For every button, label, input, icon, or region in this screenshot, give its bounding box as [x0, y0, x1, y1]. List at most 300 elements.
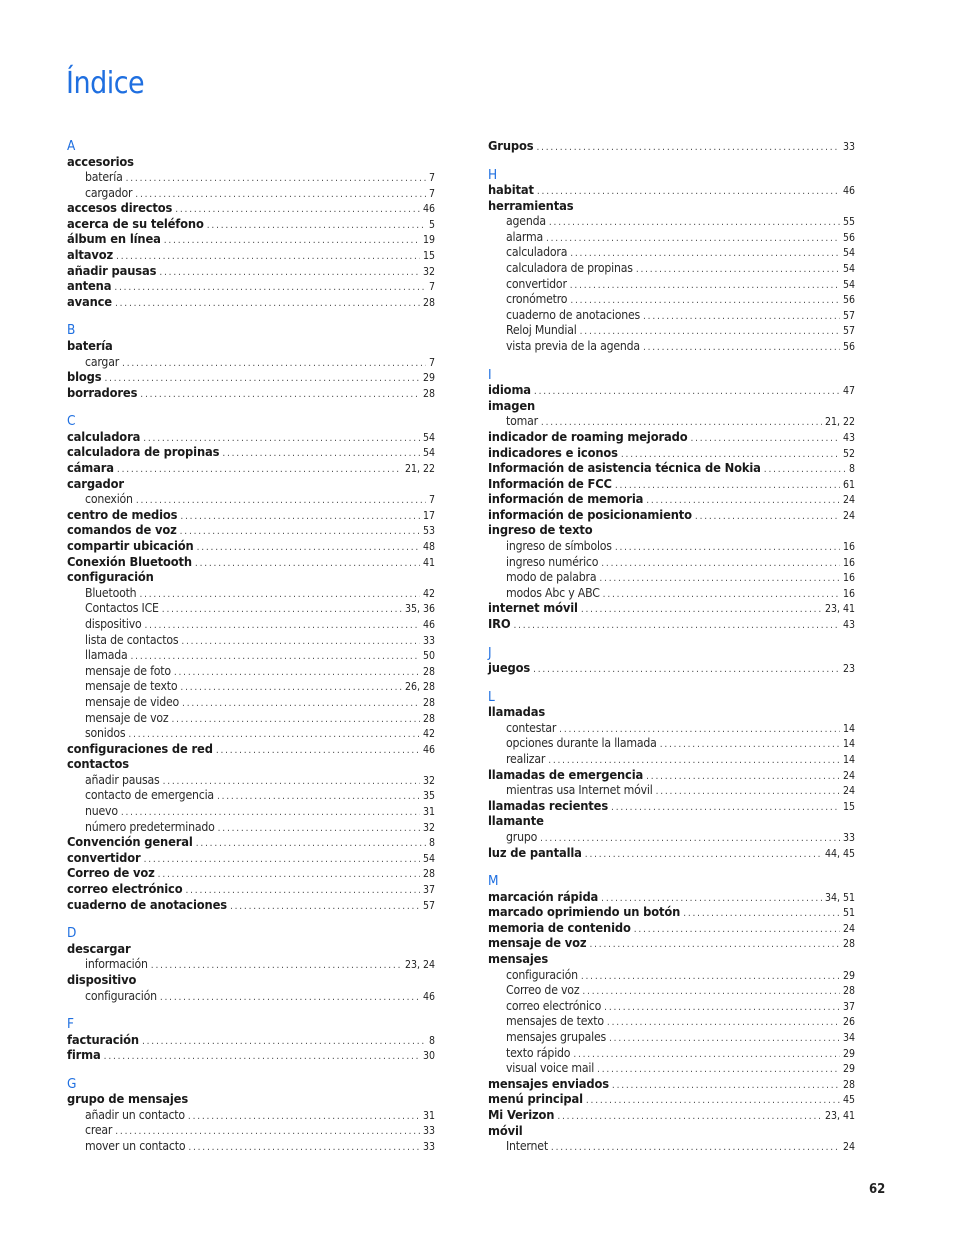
index-page-ref: 19 — [422, 234, 435, 247]
dot-leader — [128, 727, 420, 743]
index-subentry — [488, 1030, 855, 1046]
index-term: mensaje de foto — [85, 663, 171, 678]
dot-leader — [230, 899, 420, 915]
index-term: batería — [67, 338, 113, 354]
index-subentry — [67, 711, 435, 727]
index-entry — [488, 446, 855, 462]
index-term: firma — [67, 1048, 101, 1064]
dot-leader — [139, 587, 420, 603]
dot-leader — [636, 262, 840, 278]
dot-leader — [196, 836, 426, 852]
dot-leader — [160, 990, 420, 1006]
index-subentry — [488, 414, 855, 430]
index-page-ref: 46 — [422, 618, 435, 631]
page-title: Índice — [66, 66, 145, 101]
page-number: 62 — [869, 1182, 886, 1197]
index-page-ref: 30 — [422, 1050, 435, 1063]
index-page-ref: 8 — [428, 1034, 435, 1047]
index-term: mensajes grupales — [506, 1030, 607, 1044]
dot-leader — [222, 446, 420, 462]
index-subentry — [67, 170, 435, 186]
dot-leader — [534, 384, 840, 400]
index-term: mensajes — [488, 952, 549, 968]
dot-leader — [188, 1109, 420, 1125]
dot-leader — [607, 1015, 840, 1031]
index-page-ref: 29 — [842, 1063, 855, 1076]
index-page-ref: 26, 28 — [404, 681, 435, 694]
index-page-ref: 32 — [422, 774, 435, 787]
index-subentry — [67, 601, 435, 617]
index-term: mensaje de voz — [85, 710, 169, 725]
dot-leader — [621, 447, 840, 463]
dot-leader — [151, 958, 402, 974]
dot-leader — [615, 540, 840, 556]
dot-leader — [548, 753, 840, 769]
index-term: opciones durante la llamada — [506, 736, 657, 751]
index-page-ref: 16 — [842, 556, 855, 569]
index-term: número predeterminado — [85, 819, 215, 834]
index-term: mensajes enviados — [488, 1076, 609, 1092]
index-page-ref: 54 — [422, 431, 435, 444]
index-page-ref: 55 — [842, 216, 855, 229]
dot-leader — [180, 524, 420, 540]
index-page-ref: 15 — [422, 250, 435, 263]
dot-leader — [197, 540, 420, 556]
index-term: antena — [67, 279, 112, 295]
index-subentry — [488, 230, 855, 246]
dot-leader — [603, 587, 840, 603]
index-term: batería — [85, 170, 123, 185]
index-term: realizar — [506, 752, 546, 766]
index-entry — [488, 523, 855, 539]
index-subentry — [67, 186, 435, 202]
index-subentry — [488, 783, 855, 799]
index-letter-heading: A — [67, 138, 76, 154]
index-term: correo electrónico — [506, 998, 602, 1013]
index-column-left — [67, 139, 435, 1155]
dot-leader — [158, 867, 420, 883]
index-page-ref: 42 — [422, 587, 435, 600]
index-entry — [488, 183, 855, 199]
index-page-ref: 43 — [842, 431, 855, 444]
index-entry — [488, 705, 855, 721]
dot-leader — [559, 722, 840, 738]
index-term: menú principal — [488, 1092, 583, 1108]
index-page-ref: 23, 41 — [824, 1109, 855, 1122]
index-term: calculadora de propinas — [506, 261, 633, 276]
index-page-ref: 33 — [422, 1125, 435, 1138]
dot-leader — [570, 246, 840, 262]
index-entry — [67, 1033, 435, 1049]
index-term: Información de asistencia técnica de Nokia — [488, 461, 761, 477]
index-term: Conexión Bluetooth — [67, 554, 192, 570]
index-term: borradores — [67, 385, 138, 401]
index-entry — [67, 461, 435, 477]
index-term: llamante — [488, 814, 544, 830]
index-term: modos Abc y ABC — [506, 585, 600, 600]
dot-leader — [634, 922, 840, 938]
dot-leader — [585, 847, 822, 863]
dot-leader — [611, 800, 840, 816]
index-term: descargar — [67, 941, 131, 957]
index-page-ref: 28 — [422, 712, 435, 725]
index-term: cuaderno de anotaciones — [506, 307, 641, 322]
index-page-ref: 16 — [842, 572, 855, 585]
index-page-ref: 16 — [842, 587, 855, 600]
index-term: añadir un contacto — [85, 1107, 185, 1122]
dot-leader — [643, 309, 840, 325]
index-term: ingreso numérico — [506, 554, 599, 569]
dot-leader — [115, 1124, 420, 1140]
index-entry — [67, 866, 435, 882]
index-page-ref: 54 — [422, 852, 435, 865]
index-term: mensaje de texto — [85, 679, 178, 694]
index-page-ref: 48 — [422, 540, 435, 553]
index-page-ref: 28 — [842, 1078, 855, 1091]
index-subentry — [488, 308, 855, 324]
index-page-ref: 57 — [842, 325, 855, 338]
index-subentry — [67, 726, 435, 742]
index-page-ref: 28 — [842, 938, 855, 951]
index-term: juegos — [488, 661, 531, 677]
index-term: vista previa de la agenda — [506, 339, 640, 354]
index-page-ref: 50 — [422, 650, 435, 663]
dot-leader — [646, 769, 840, 785]
dot-leader — [581, 602, 822, 618]
dot-leader — [188, 1140, 420, 1156]
index-entry — [488, 601, 855, 617]
dot-leader — [163, 774, 420, 790]
index-page-ref: 43 — [842, 619, 855, 632]
index-entry — [488, 952, 855, 968]
index-page-ref: 24 — [842, 769, 855, 782]
index-term: añadir pausas — [85, 772, 160, 787]
index-letter-heading: F — [67, 1016, 74, 1033]
dot-leader — [159, 265, 420, 281]
index-term: mientras usa Internet móvil — [506, 783, 653, 798]
index-page-ref: 56 — [842, 294, 855, 307]
index-entry — [67, 295, 435, 311]
dot-leader — [683, 906, 840, 922]
index-subentry — [67, 648, 435, 664]
index-entry — [67, 445, 435, 461]
index-term: habitat — [488, 183, 534, 199]
index-page-ref: 56 — [842, 231, 855, 244]
index-term: Información de FCC — [488, 476, 612, 492]
index-page-ref: 8 — [428, 837, 435, 850]
index-term: convertidor — [67, 850, 141, 866]
index-entry — [488, 921, 855, 937]
index-page-ref: 46 — [422, 743, 435, 756]
index-term: configuración — [506, 967, 578, 982]
dot-leader — [145, 618, 420, 634]
dot-leader — [136, 493, 426, 509]
index-subentry — [67, 1123, 435, 1139]
index-term: Convención general — [67, 835, 193, 851]
dot-leader — [195, 556, 420, 572]
index-term: dispositivo — [85, 616, 142, 631]
dot-leader — [646, 493, 840, 509]
index-subentry — [67, 989, 435, 1005]
index-term: móvil — [488, 1123, 523, 1139]
dot-leader — [216, 743, 420, 759]
dot-leader — [207, 218, 426, 234]
index-subentry — [488, 736, 855, 752]
index-page-ref: 51 — [842, 907, 855, 920]
dot-leader — [615, 478, 840, 494]
index-page-ref: 29 — [422, 372, 435, 385]
index-entry — [488, 139, 855, 155]
index-entry — [488, 399, 855, 415]
index-entry — [67, 851, 435, 867]
index-term: cámara — [67, 461, 114, 476]
index-page-ref: 26 — [842, 1016, 855, 1029]
index-subentry — [488, 752, 855, 768]
index-entry — [67, 232, 435, 248]
index-term: cargar — [85, 354, 120, 369]
index-page-ref: 61 — [842, 478, 855, 491]
dot-leader — [164, 233, 420, 249]
index-page-ref: 7 — [428, 187, 435, 200]
index-entry — [488, 768, 855, 784]
dot-leader — [181, 634, 420, 650]
index-term: grupo — [506, 829, 538, 844]
index-term: contacto de emergencia — [85, 788, 214, 803]
index-page-ref: 54 — [842, 247, 855, 260]
index-entry — [488, 1108, 855, 1124]
index-entry — [67, 248, 435, 264]
index-entry — [67, 757, 435, 773]
index-term: indicador de roaming mejorado — [488, 429, 688, 445]
index-term: Internet — [506, 1139, 548, 1154]
index-subentry — [488, 292, 855, 308]
index-term: compartir ubicación — [67, 538, 194, 554]
index-term: llamadas recientes — [488, 798, 609, 814]
index-page-ref: 8 — [848, 463, 855, 476]
index-subentry — [488, 214, 855, 230]
dot-leader — [144, 852, 420, 868]
dot-leader — [589, 937, 840, 953]
index-subentry — [488, 339, 855, 355]
index-term: accesorios — [67, 154, 134, 170]
index-entry — [67, 570, 435, 586]
index-letter-heading: D — [67, 925, 77, 942]
index-page-ref: 24 — [842, 1141, 855, 1154]
index-page-ref: 15 — [842, 800, 855, 813]
index-page-ref: 53 — [422, 525, 435, 538]
index-page-ref: 57 — [842, 309, 855, 322]
index-entry — [488, 814, 855, 830]
dot-leader — [180, 680, 402, 696]
index-term: calculadora — [506, 245, 568, 260]
dot-leader — [604, 1000, 840, 1016]
index-entry — [67, 835, 435, 851]
dot-leader — [573, 1047, 840, 1063]
dot-leader — [185, 883, 419, 899]
index-page-ref: 32 — [422, 821, 435, 834]
index-page-ref: 14 — [842, 722, 855, 735]
dot-leader — [643, 340, 840, 356]
index-entry — [67, 370, 435, 386]
index-term: convertidor — [506, 276, 567, 291]
index-term: mensaje de voz — [488, 936, 587, 952]
index-subentry — [67, 355, 435, 371]
index-page-ref: 29 — [842, 1047, 855, 1060]
index-term: mensaje de video — [85, 694, 180, 709]
dot-leader — [104, 371, 420, 387]
dot-leader — [570, 278, 840, 294]
index-subentry — [488, 539, 855, 555]
index-term: nuevo — [85, 804, 118, 819]
index-term: Correo de voz — [67, 866, 155, 882]
index-entry — [67, 973, 435, 989]
index-page-ref: 44, 45 — [824, 847, 855, 860]
index-entry — [488, 508, 855, 524]
index-page-ref: 46 — [422, 203, 435, 216]
index-term: cargador — [85, 185, 133, 200]
index-page-ref: 54 — [842, 263, 855, 276]
index-page-ref: 21, 22 — [824, 416, 855, 429]
index-page-ref: 57 — [422, 899, 435, 912]
index-term: información de memoria — [488, 492, 644, 508]
index-page-ref: 42 — [422, 728, 435, 741]
index-term: indicadores e iconos — [488, 445, 618, 461]
index-subentry — [488, 277, 855, 293]
dot-leader — [135, 187, 426, 203]
index-term: información de posicionamiento — [488, 507, 692, 523]
dot-leader — [171, 712, 420, 728]
index-term: blogs — [67, 370, 102, 386]
index-entry — [67, 201, 435, 217]
index-subentry — [488, 983, 855, 999]
index-entry — [67, 430, 435, 446]
dot-leader — [601, 891, 822, 907]
index-term: configuraciones de red — [67, 741, 213, 757]
index-subentry — [67, 633, 435, 649]
index-subentry — [67, 679, 435, 695]
dot-leader — [533, 662, 840, 678]
index-page-ref: 33 — [422, 1141, 435, 1154]
index-entry — [67, 264, 435, 280]
index-page-ref: 23, 41 — [824, 603, 855, 616]
index-entry — [488, 936, 855, 952]
index-entry — [67, 523, 435, 539]
index-page-ref: 34 — [842, 1032, 855, 1044]
index-entry — [67, 882, 435, 898]
index-entry — [488, 1124, 855, 1140]
index-page-ref: 28 — [842, 985, 855, 998]
index-subentry — [488, 1139, 855, 1155]
index-subentry — [488, 555, 855, 571]
index-term: cargador — [67, 476, 124, 492]
index-term: marcado oprimiendo un botón — [488, 905, 681, 921]
index-page-ref: 7 — [428, 172, 435, 185]
dot-leader — [541, 415, 822, 431]
index-entry — [488, 1092, 855, 1108]
index-entry — [488, 799, 855, 815]
index-term: llamadas — [488, 705, 546, 721]
index-subentry — [488, 721, 855, 737]
index-term: Reloj Mundial — [506, 323, 577, 338]
index-term: álbum en línea — [67, 232, 161, 248]
index-entry — [488, 890, 855, 906]
index-term: alarma — [506, 229, 543, 244]
dot-leader — [115, 296, 420, 312]
index-subentry — [488, 999, 855, 1015]
index-term: contactos — [67, 757, 129, 773]
index-term: grupo de mensajes — [67, 1092, 189, 1108]
index-entry — [67, 477, 435, 493]
index-column-right — [488, 139, 855, 1155]
index-page-ref: 45 — [842, 1094, 855, 1107]
index-term: cronómetro — [506, 292, 568, 307]
index-term: Correo de voz — [506, 983, 580, 998]
index-entry — [67, 555, 435, 571]
index-entry — [67, 339, 435, 355]
index-term: luz de pantalla — [488, 845, 582, 861]
index-page-ref: 5 — [428, 218, 435, 231]
index-page-ref: 24 — [842, 494, 855, 507]
index-page-ref: 7 — [428, 356, 435, 369]
dot-leader — [174, 665, 420, 681]
index-letter-heading: B — [67, 322, 76, 339]
index-subentry — [488, 245, 855, 261]
index-entry — [488, 477, 855, 493]
index-letter-heading: L — [488, 688, 495, 705]
index-page-ref: 28 — [422, 387, 435, 400]
index-term: texto rápido — [506, 1045, 571, 1060]
index-entry — [67, 1048, 435, 1064]
index-term: ingreso de símbolos — [506, 539, 612, 554]
index-page-ref: 17 — [422, 509, 435, 522]
index-page-ref: 29 — [842, 969, 855, 982]
index-term: memoria de contenido — [488, 920, 631, 936]
index-letter-heading: C — [67, 413, 76, 430]
index-term: configuración — [67, 570, 154, 586]
dot-leader — [162, 602, 402, 618]
index-term: imagen — [488, 398, 536, 414]
index-term: Bluetooth — [85, 585, 137, 600]
index-term: visual voice mail — [506, 1061, 595, 1076]
index-term: marcación rápida — [488, 889, 599, 905]
index-subentry — [67, 617, 435, 633]
index-term: facturación — [67, 1032, 139, 1048]
index-term: dispositivo — [67, 972, 137, 988]
index-page-ref: 24 — [842, 785, 855, 798]
dot-leader — [656, 784, 840, 800]
index-term: modo de palabra — [506, 570, 597, 585]
index-page-ref: 46 — [422, 990, 435, 1003]
index-subentry — [488, 1014, 855, 1030]
dot-leader — [131, 649, 420, 665]
dot-leader — [175, 202, 420, 218]
index-term: tomar — [506, 414, 538, 429]
dot-leader — [690, 431, 840, 447]
index-page-ref: 28 — [422, 665, 435, 678]
dot-leader — [114, 280, 426, 296]
index-entry — [488, 1077, 855, 1093]
index-term: comandos de voz — [67, 523, 177, 539]
dot-leader — [612, 1078, 840, 1094]
index-page-ref: 54 — [422, 447, 435, 460]
dot-leader — [549, 215, 840, 231]
index-term: lista de contactos — [85, 632, 179, 647]
index-page-ref: 28 — [422, 296, 435, 309]
index-page-ref: 33 — [842, 141, 855, 153]
index-entry — [488, 492, 855, 508]
dot-leader — [540, 831, 840, 847]
index-subentry — [488, 1061, 855, 1077]
